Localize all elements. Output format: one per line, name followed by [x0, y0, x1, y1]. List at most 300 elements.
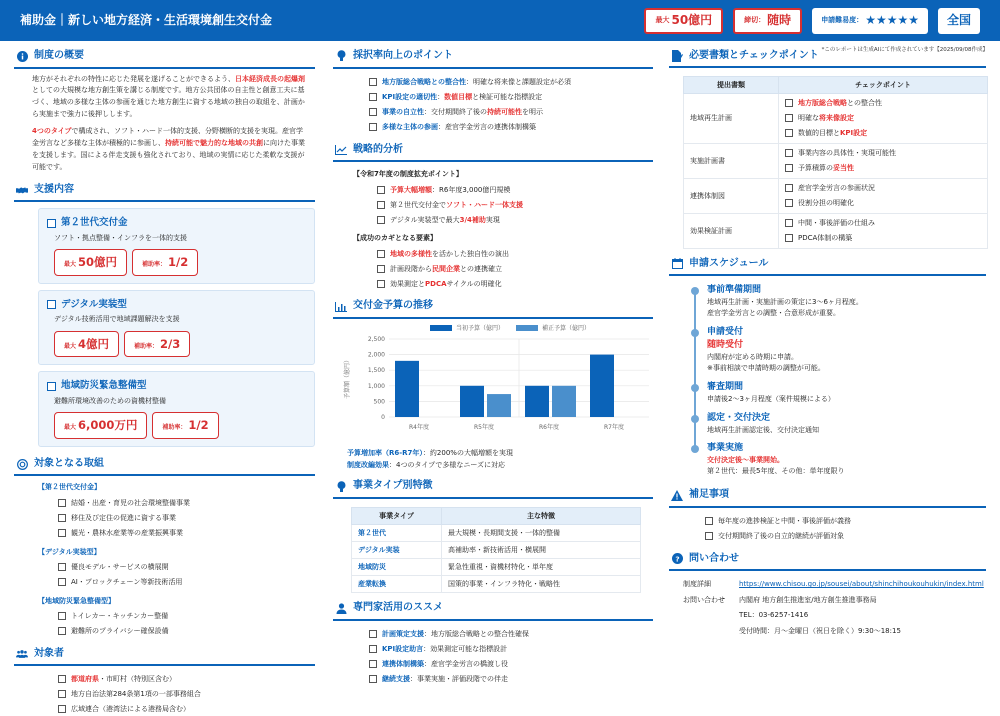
highlight: 地域の多様性 — [390, 249, 432, 258]
section-overview-title — [14, 45, 315, 69]
user-icon — [335, 603, 347, 615]
checkpoint-cell — [779, 93, 988, 143]
check-item — [785, 196, 981, 211]
section-types-title — [333, 475, 653, 499]
item-text: ：事業実施・評価段階での伴走 — [410, 675, 508, 684]
item-text: 観光・農林水産業等の産業振興事業 — [71, 528, 183, 537]
list-item — [377, 246, 653, 261]
pill-value: 1/2 — [168, 255, 189, 270]
checkbox-icon — [369, 660, 377, 668]
check-item — [785, 161, 981, 176]
types-table — [351, 507, 641, 594]
chart-notes — [347, 447, 653, 472]
section-support-title — [14, 179, 315, 203]
checkbox-icon — [785, 149, 793, 157]
support-card — [38, 371, 315, 447]
checkbox-icon — [369, 645, 377, 653]
list-item — [369, 105, 653, 120]
section-heading: 補足事項 — [689, 489, 729, 501]
document-cell: 実施計画書 — [684, 143, 779, 178]
table-row — [352, 559, 641, 576]
highlight: 地方版総合戦略 — [798, 99, 847, 108]
step-text: ※事前相談で申請時期の調整が可能。 — [707, 363, 825, 372]
checkbox-icon — [785, 234, 793, 242]
item-text: 地方自治法第284条第1項の一部事務組合 — [71, 689, 201, 698]
checkbox-icon — [369, 675, 377, 683]
item-key: 継続支援 — [382, 675, 410, 684]
item-key: 計画策定支援 — [382, 630, 424, 639]
item-text: AI・ブロックチェーン等新技術活用 — [71, 578, 183, 587]
item-text: サイクルの明確化 — [446, 279, 502, 288]
checkbox-icon — [58, 514, 66, 522]
item-text: 交付期間終了後の — [431, 107, 487, 116]
step-text: 第２世代：最長5年度、その他：単年度限り — [707, 467, 845, 476]
list-item — [58, 575, 315, 590]
step-title: 審査期間 — [707, 381, 744, 392]
chart-plot — [337, 333, 657, 441]
max-amount-pill — [54, 249, 127, 276]
list-item — [369, 657, 653, 672]
list-item — [369, 627, 653, 642]
step-title: 認定・交付決定 — [707, 412, 771, 423]
section-experts-title — [333, 597, 653, 621]
column-middle — [329, 41, 657, 716]
item-text: 計画段階から — [390, 264, 432, 273]
pill-prefix: 補助率： — [134, 342, 159, 350]
text: で構成され、ソフト・ハード一体的支援、分野横断的支援を実現。産官学金労言など多様な主体が積極的に参画し、 — [32, 127, 303, 147]
section-schedule-title — [669, 253, 986, 277]
checkbox-icon — [58, 499, 66, 507]
table-row — [352, 524, 641, 541]
item-text: 数値的目標と — [798, 129, 840, 138]
max-amount-pill — [54, 331, 119, 358]
checkbox-icon — [705, 517, 713, 525]
list-item — [58, 624, 315, 639]
checkbox-icon — [58, 675, 66, 683]
pill-value: 6,000万円 — [78, 418, 138, 433]
feature-cell: 緊急性重視・資機材特化・単年度 — [442, 559, 641, 576]
checkbox-icon — [785, 199, 793, 207]
section-heading: 採択率向上のポイント — [353, 50, 453, 61]
badge-prefix: 締切： — [744, 16, 766, 25]
list-item — [705, 514, 986, 529]
table-row — [684, 178, 988, 213]
list-item — [58, 560, 315, 575]
item-text: 第２世代交付金で — [390, 200, 446, 209]
item-text: 中間・事後評価の仕組み — [798, 219, 875, 228]
item-text: 結婚・出産・育児の社会環境整備事業 — [71, 498, 190, 507]
column-right — [665, 41, 990, 716]
item-text: ：R6年度3,000億円規模 — [432, 185, 511, 194]
table-row — [684, 93, 988, 143]
pill-prefix: 最大 — [64, 342, 77, 350]
checkbox-icon — [369, 78, 377, 86]
item-key: 連携体制構築 — [382, 660, 424, 669]
text: 地方がそれぞれの特性に応じた発展を遂げることができるよう、 — [32, 74, 235, 83]
svg-text:R4年度: R4年度 — [409, 424, 429, 432]
feature-cell: 国策的事業・インフラ特化・戦略性 — [442, 576, 641, 593]
office-name: 内閣府 地方創生推進室/地方創生推進事務局 — [739, 596, 877, 605]
list-item — [705, 529, 986, 544]
separator: ： — [438, 122, 445, 131]
contact-label: 制度詳細 — [683, 580, 711, 589]
feature-cell: 最大規模・長期間支援・一体的整備 — [442, 524, 641, 541]
list-item — [58, 496, 315, 511]
page-title: 補助金｜新しい地方経済・生活環境創生交付金 — [20, 12, 273, 27]
deadline-badge — [733, 8, 802, 34]
type-cell: デジタル実装 — [352, 542, 442, 559]
section-heading: 問い合わせ — [689, 552, 739, 564]
check-item — [785, 146, 981, 161]
checkpoint-cell — [779, 178, 988, 213]
item-text: ：地方版総合戦略との整合性確保 — [424, 630, 529, 639]
item-text: 毎年度の進捗検証と中間・事後評価が義務 — [718, 517, 851, 526]
group-label: 【地域防災緊急整備型】 — [38, 596, 115, 605]
separator: ： — [424, 107, 431, 116]
contact-info — [683, 579, 986, 636]
checkbox-icon — [369, 123, 377, 131]
question-icon — [671, 553, 683, 565]
card-description: デジタル技術活用で地域課題解決を支援 — [54, 315, 180, 324]
item-text: ：効果測定可能な指標設計 — [423, 645, 508, 654]
list-item — [377, 276, 653, 291]
feature-cell: 高補助率・新技術活用・横展開 — [442, 542, 641, 559]
checkbox-icon — [785, 219, 793, 227]
item-text: ：産官学金労言の橋渡し役 — [424, 660, 508, 669]
highlight: 都道府県 — [71, 674, 99, 683]
list-item — [58, 511, 315, 526]
item-text: 優良モデル・サービスの横展開 — [71, 563, 169, 572]
list-item — [58, 701, 315, 716]
highlight: 4つのタイプ — [32, 127, 72, 136]
section-heading: 申請スケジュール — [689, 257, 769, 269]
list-item — [377, 197, 653, 212]
check-item — [785, 96, 981, 111]
svg-text:2,500: 2,500 — [367, 336, 385, 344]
checkbox-icon — [377, 186, 385, 194]
checkbox-icon — [58, 612, 66, 620]
checkbox-icon — [377, 201, 385, 209]
list-item — [58, 609, 315, 624]
item-text: と検証可能な指標設定 — [472, 92, 543, 101]
item-text: 広域連合（港湾法による港務局含む） — [71, 704, 190, 713]
item-text: 移住及び定住の促進に資する事業 — [71, 513, 176, 522]
region-badge — [938, 8, 980, 34]
max-amount-pill — [54, 412, 147, 439]
table-row — [352, 576, 641, 593]
step-text: 内閣府が定める時期に申請。 — [707, 352, 798, 361]
item-key: 多様な主体の参画 — [382, 122, 438, 131]
section-heading: 対象となる取組 — [34, 457, 104, 469]
svg-text:R6年度: R6年度 — [539, 424, 559, 432]
table-row — [684, 213, 988, 248]
list-item — [369, 90, 653, 105]
legend-swatch — [516, 325, 538, 331]
group-label: 【令和7年度の制度拡充ポイント】 — [353, 170, 463, 178]
column-header: チェックポイント — [779, 76, 988, 93]
item-text: 明確な将来像と課題設定が必須 — [473, 77, 571, 86]
highlight: 持続可能性 — [487, 107, 522, 116]
column-header: 事業タイプ — [352, 507, 442, 524]
item-text: を活かした独自性の演出 — [432, 249, 509, 258]
checkbox-icon — [377, 265, 385, 273]
item-text: ・市町村（特別区含む） — [99, 674, 176, 683]
checkbox-icon — [785, 164, 793, 172]
card-title: 第２世代交付金 — [61, 217, 128, 229]
group-label: 【デジタル実装型】 — [38, 547, 101, 556]
page-header — [0, 0, 1000, 41]
list-item — [377, 261, 653, 276]
section-heading: 事業タイプ別特徴 — [353, 480, 433, 492]
section-eligible-title — [14, 643, 315, 667]
item-text: 明確な — [798, 114, 819, 123]
group-label: 【第２世代交付金】 — [38, 483, 101, 492]
list-item — [377, 182, 653, 197]
pill-prefix: 最大 — [64, 261, 77, 269]
list-item — [58, 671, 315, 686]
checkbox-icon — [785, 129, 793, 137]
lightbulb-icon — [335, 481, 347, 493]
item-text: 予算積算の — [798, 164, 833, 173]
subsidy-rate-pill — [124, 331, 190, 358]
column-header: 提出書類 — [684, 76, 779, 93]
highlight: 将来像設定 — [819, 114, 854, 123]
section-budget-title — [333, 295, 653, 319]
office-hours: 受付時間：月〜金曜日（祝日を除く）9:30〜18:15 — [739, 626, 901, 635]
item-text: PDCA体制の構築 — [798, 234, 853, 243]
step-highlight: 随時受付 — [707, 339, 744, 350]
highlight: 数値目標 — [444, 92, 473, 101]
note-key: 制度改編効果 — [347, 461, 389, 470]
highlight: KPI設定 — [840, 129, 868, 138]
svg-text:1,000: 1,000 — [367, 383, 385, 391]
checkbox-icon — [58, 563, 66, 571]
step-title: 事前準備期間 — [707, 285, 762, 296]
checkbox-icon — [369, 93, 377, 101]
pill-value: 4億円 — [78, 336, 110, 351]
timeline-step — [707, 442, 986, 477]
checkbox-icon — [58, 627, 66, 635]
svg-text:0: 0 — [381, 414, 385, 422]
separator: ： — [437, 92, 445, 101]
item-text: 役割分担の明確化 — [798, 199, 854, 208]
step-highlight: 交付決定後〜事業開始。 — [707, 456, 784, 465]
legend-label: 当初予算（億円） — [455, 324, 504, 332]
star-rating: ★★★★★ — [865, 12, 919, 27]
svg-text:?: ? — [674, 554, 680, 564]
section-targets-title — [14, 453, 315, 477]
step-text: 地域再生計画認定後、交付決定通知 — [707, 425, 819, 434]
note-text: ：4つのタイプで多様なニーズに対応 — [389, 461, 505, 470]
highlight: ソフト・ハード一体支援 — [446, 200, 523, 209]
warning-icon — [671, 489, 683, 501]
difficulty-badge — [812, 8, 928, 34]
step-text: 申請後2〜3ヶ月程度（案件規模による） — [707, 394, 835, 403]
checkbox-icon — [785, 114, 793, 122]
item-text: を明示 — [522, 107, 543, 116]
svg-text:500: 500 — [373, 398, 385, 406]
note-text: ：約200%の大幅増額を実現 — [422, 448, 513, 457]
card-title: 地域防災緊急整備型 — [61, 380, 147, 392]
item-text: 交付期間終了後の自立的継続が評価対象 — [718, 532, 844, 541]
svg-text:2,000: 2,000 — [367, 352, 385, 360]
item-text: 効果測定と — [390, 279, 425, 288]
checkbox-icon — [785, 99, 793, 107]
phone-number: TEL：03-6257-1416 — [739, 611, 809, 620]
subsidy-rate-pill — [152, 412, 218, 439]
checkbox-icon — [377, 280, 385, 288]
pill-prefix: 補助率： — [162, 424, 187, 432]
checkbox-icon — [785, 184, 793, 192]
item-key: KPI設定の適切性 — [382, 92, 438, 101]
item-text: 避難所のプライバシー確保設備 — [71, 627, 169, 636]
svg-text:1,500: 1,500 — [367, 367, 385, 375]
timeline-step — [707, 284, 986, 319]
support-card — [38, 290, 315, 366]
card-title: デジタル実装型 — [61, 298, 127, 310]
users-icon — [16, 648, 28, 660]
table-row — [352, 542, 641, 559]
section-heading: 対象者 — [34, 647, 64, 659]
column-header: 主な特徴 — [442, 507, 641, 524]
line-chart-icon — [335, 144, 347, 156]
pill-value: 2/3 — [160, 336, 181, 351]
badge-value: 50億円 — [671, 12, 713, 27]
section-notes-title — [669, 484, 986, 508]
legend-item — [430, 325, 504, 334]
highlight: 妥当性 — [833, 164, 854, 173]
list-item — [369, 642, 653, 657]
item-text: 産官学金労言の連携体制構築 — [445, 122, 536, 131]
ai-disclaimer: *このレポートは生成AIにて作成されています【2025/09/08作成】 — [821, 47, 988, 53]
item-text: デジタル実装型で最大 — [390, 215, 460, 224]
target-icon — [16, 458, 28, 470]
type-cell: 産業転換 — [352, 576, 442, 593]
list-item — [369, 75, 653, 90]
checkbox-icon — [369, 108, 377, 116]
separator: ： — [466, 77, 473, 86]
svg-text:予算額（億円）: 予算額（億円） — [344, 357, 351, 400]
step-text: 産官学金労言との調整・合意形成が重要。 — [707, 309, 840, 318]
check-item — [785, 216, 981, 231]
checkbox-icon — [369, 630, 377, 638]
section-contact-title — [669, 548, 986, 572]
subsidy-rate-pill — [132, 249, 198, 276]
documents-table — [683, 76, 988, 249]
badge-prefix: 最大 — [655, 16, 670, 25]
check-item — [785, 126, 981, 141]
checkbox-icon — [47, 300, 56, 309]
pill-value: 50億円 — [78, 255, 118, 270]
timeline-step — [707, 381, 986, 405]
legend-swatch — [430, 325, 452, 331]
section-heading: 必要書類とチェックポイント — [689, 50, 819, 61]
document-cell: 地域再生計画 — [684, 93, 779, 143]
step-title: 申請受付 — [707, 326, 744, 337]
legend-item — [516, 325, 590, 334]
checkbox-icon — [47, 219, 56, 228]
svg-text:R5年度: R5年度 — [474, 424, 494, 432]
text: に向けた事業を支援します。国による伴走支援も強化されており、地域の実情に応じた柔軟な支援が可能です。 — [32, 138, 305, 171]
text: としての大規模な地方創生策を講じる制度です。地方公共団体の自主性と創意工夫に基づく、地域の多様な主体の参画を通じた地方創生に資する地域の独自の取組を、計画から実施まで強力に後押しします。 — [32, 86, 305, 119]
bar-chart-icon — [335, 301, 347, 313]
item-key: 事業の自立性 — [382, 107, 424, 116]
checkbox-icon — [377, 216, 385, 224]
item-text: との整合性 — [847, 99, 882, 108]
list-item — [58, 686, 315, 701]
calendar-icon — [671, 258, 683, 270]
column-left — [10, 41, 319, 716]
item-text: 実現 — [485, 215, 500, 224]
list-item — [369, 672, 653, 687]
timeline-step — [707, 326, 986, 374]
info-icon — [16, 50, 28, 62]
chart-legend — [367, 325, 653, 334]
badge-value: 随時 — [767, 12, 792, 27]
item-text: 産官学金労言の参画状況 — [798, 184, 875, 193]
item-key: KPI設定助言 — [382, 645, 424, 654]
section-adoption-title — [333, 45, 653, 69]
check-item — [785, 231, 981, 246]
card-description: ソフト・拠点整備・インフラを一体的支援 — [54, 233, 187, 242]
legend-label: 補正予算（億円） — [542, 324, 591, 332]
checkbox-icon — [705, 532, 713, 540]
checkbox-icon — [58, 690, 66, 698]
step-text: 地域再生計画・実施計画の策定に3〜6ヶ月程度。 — [707, 298, 863, 307]
check-item — [785, 111, 981, 126]
type-cell: 地域防災 — [352, 559, 442, 576]
checkbox-icon — [58, 578, 66, 586]
item-text: との連携確立 — [460, 264, 502, 273]
item-text: トイレカー・キッチンカー整備 — [71, 612, 169, 621]
schedule-timeline — [691, 284, 986, 477]
section-heading: 戦略的分析 — [353, 143, 403, 155]
highlight: PDCA — [425, 279, 447, 288]
document-cell: 連携体制図 — [684, 178, 779, 213]
note-key: 予算増加率（R6-R7年） — [347, 448, 423, 457]
badge-prefix: 申請難易度： — [821, 16, 864, 25]
badge-value: 全国 — [946, 12, 971, 27]
program-detail-link[interactable]: https://www.chisou.go.jp/sousei/about/shinchihoukouhukin/index.html — [739, 580, 984, 589]
document-cell: 効果検証計画 — [684, 213, 779, 248]
contact-label: お問い合わせ — [683, 596, 725, 605]
overview-text — [14, 69, 315, 174]
handshake-icon — [16, 184, 28, 196]
item-key: 地方版総合戦略との整合性 — [382, 77, 466, 86]
highlight: 3/4補助 — [459, 215, 486, 224]
list-item — [377, 212, 653, 227]
budget-chart — [337, 325, 653, 445]
checkbox-icon — [47, 382, 56, 391]
section-heading: 専門家活用のススメ — [353, 602, 443, 614]
highlight: 持続可能で魅力的な地域の共創 — [165, 138, 263, 147]
type-cell: 第２世代 — [352, 524, 442, 541]
checkpoint-cell — [779, 143, 988, 178]
pill-value: 1/2 — [188, 418, 209, 433]
svg-text:R7年度: R7年度 — [604, 424, 624, 432]
max-amount-badge — [644, 8, 723, 34]
support-card — [38, 208, 315, 284]
list-item — [58, 526, 315, 541]
highlight: 予算大幅増額 — [390, 185, 432, 194]
group-label: 【成功のカギとなる要素】 — [353, 234, 437, 243]
lightbulb-icon — [335, 50, 347, 62]
item-text: 事業内容の具体性・実現可能性 — [798, 149, 896, 158]
highlight: 民間企業 — [432, 264, 460, 273]
highlight: 日本経済成長の起爆剤 — [235, 74, 305, 83]
checkbox-icon — [58, 529, 66, 537]
pill-prefix: 補助率： — [142, 261, 167, 269]
